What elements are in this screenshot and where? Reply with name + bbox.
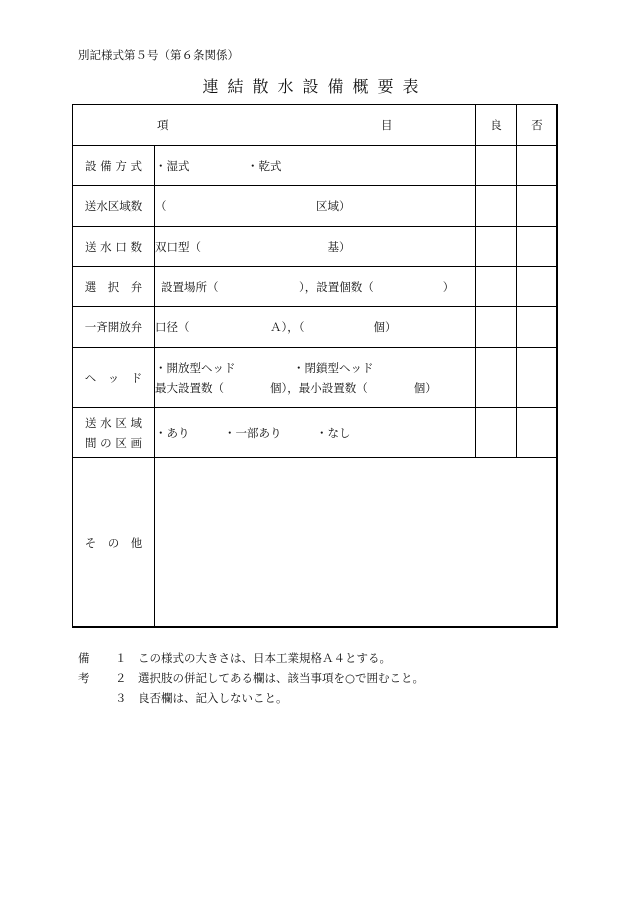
form-title: 連結散水設備概要表 — [202, 77, 428, 96]
row-label: 選 択 弁 — [73, 267, 155, 307]
remark-text: 良否欄は、記入しないこと。 — [138, 691, 288, 705]
row-label — [73, 408, 155, 458]
bad-cell[interactable] — [517, 267, 558, 307]
row-label: ヘ ッ ド — [73, 348, 155, 408]
row-content — [155, 186, 476, 227]
row-label: 送 水 口 数 — [73, 227, 155, 267]
row-content-text: 双口型（ 基） — [155, 239, 351, 254]
bad-cell[interactable] — [517, 146, 558, 186]
row-content-text: 設置場所（ ），設置個数（ ） — [161, 279, 455, 294]
row-label: 設 備 方 式 — [73, 146, 155, 186]
row-content — [155, 146, 476, 186]
remark-number: ２ — [115, 671, 127, 685]
remarks-lead: 備考 — [78, 651, 90, 685]
table-row — [73, 458, 558, 628]
good-cell[interactable] — [476, 348, 517, 408]
table-row — [73, 227, 558, 267]
row-content-text: ・あり ・一部あり ・なし — [155, 425, 351, 440]
good-cell[interactable] — [476, 186, 517, 227]
row-label: 送水区域数 — [73, 186, 155, 227]
row-content — [155, 227, 476, 267]
remark-number: ３ — [115, 691, 127, 705]
header-bad: 否 — [517, 105, 558, 146]
other-notes-area[interactable] — [155, 458, 558, 628]
row-content-text: （ 区域） — [155, 199, 351, 213]
header-item-left: 項 — [157, 118, 169, 132]
table-header-row — [73, 105, 558, 146]
row-label-line: 間 の 区 画 — [85, 435, 142, 450]
good-cell[interactable] — [476, 146, 517, 186]
row-label-line: 送 水 区 域 — [85, 415, 142, 430]
good-cell[interactable] — [476, 408, 517, 458]
remark-text: 選択肢の併記してある欄は、該当事項を○で囲むこと。 — [138, 671, 425, 685]
good-cell[interactable] — [476, 307, 517, 348]
good-cell[interactable] — [476, 267, 517, 307]
row-label: 一斉開放弁 — [73, 307, 155, 348]
row-content-line: ・開放型ヘッド ・閉鎖型ヘッド — [155, 360, 374, 375]
header-good: 良 — [476, 105, 517, 146]
summary-table — [72, 104, 558, 628]
remark-number: １ — [115, 651, 127, 665]
table-row — [73, 267, 558, 307]
bad-cell[interactable] — [517, 307, 558, 348]
header-item-cell — [73, 105, 476, 146]
row-content — [155, 408, 476, 458]
table-row — [73, 307, 558, 348]
table-row — [73, 348, 558, 408]
form-reference: 別記様式第５号（第６条関係） — [78, 48, 239, 62]
row-content-text: 口径（ Ａ），（ 個） — [155, 320, 397, 334]
good-cell[interactable] — [476, 227, 517, 267]
row-content — [155, 307, 476, 348]
remark-text: この様式の大きさは、日本工業規格Ａ４とする。 — [138, 651, 391, 665]
row-content-line: 最大設置数（ 個），最小設置数（ 個） — [155, 380, 437, 395]
bad-cell[interactable] — [517, 227, 558, 267]
bad-cell[interactable] — [517, 408, 558, 458]
bad-cell[interactable] — [517, 186, 558, 227]
row-content — [155, 267, 476, 307]
header-item-right: 目 — [381, 118, 393, 132]
table-row — [73, 146, 558, 186]
row-content — [155, 348, 476, 408]
row-label: そ の 他 — [73, 458, 155, 628]
row-content-text: ・湿式 ・乾式 — [155, 158, 282, 173]
table-row — [73, 186, 558, 227]
table-row — [73, 408, 558, 458]
bad-cell[interactable] — [517, 348, 558, 408]
